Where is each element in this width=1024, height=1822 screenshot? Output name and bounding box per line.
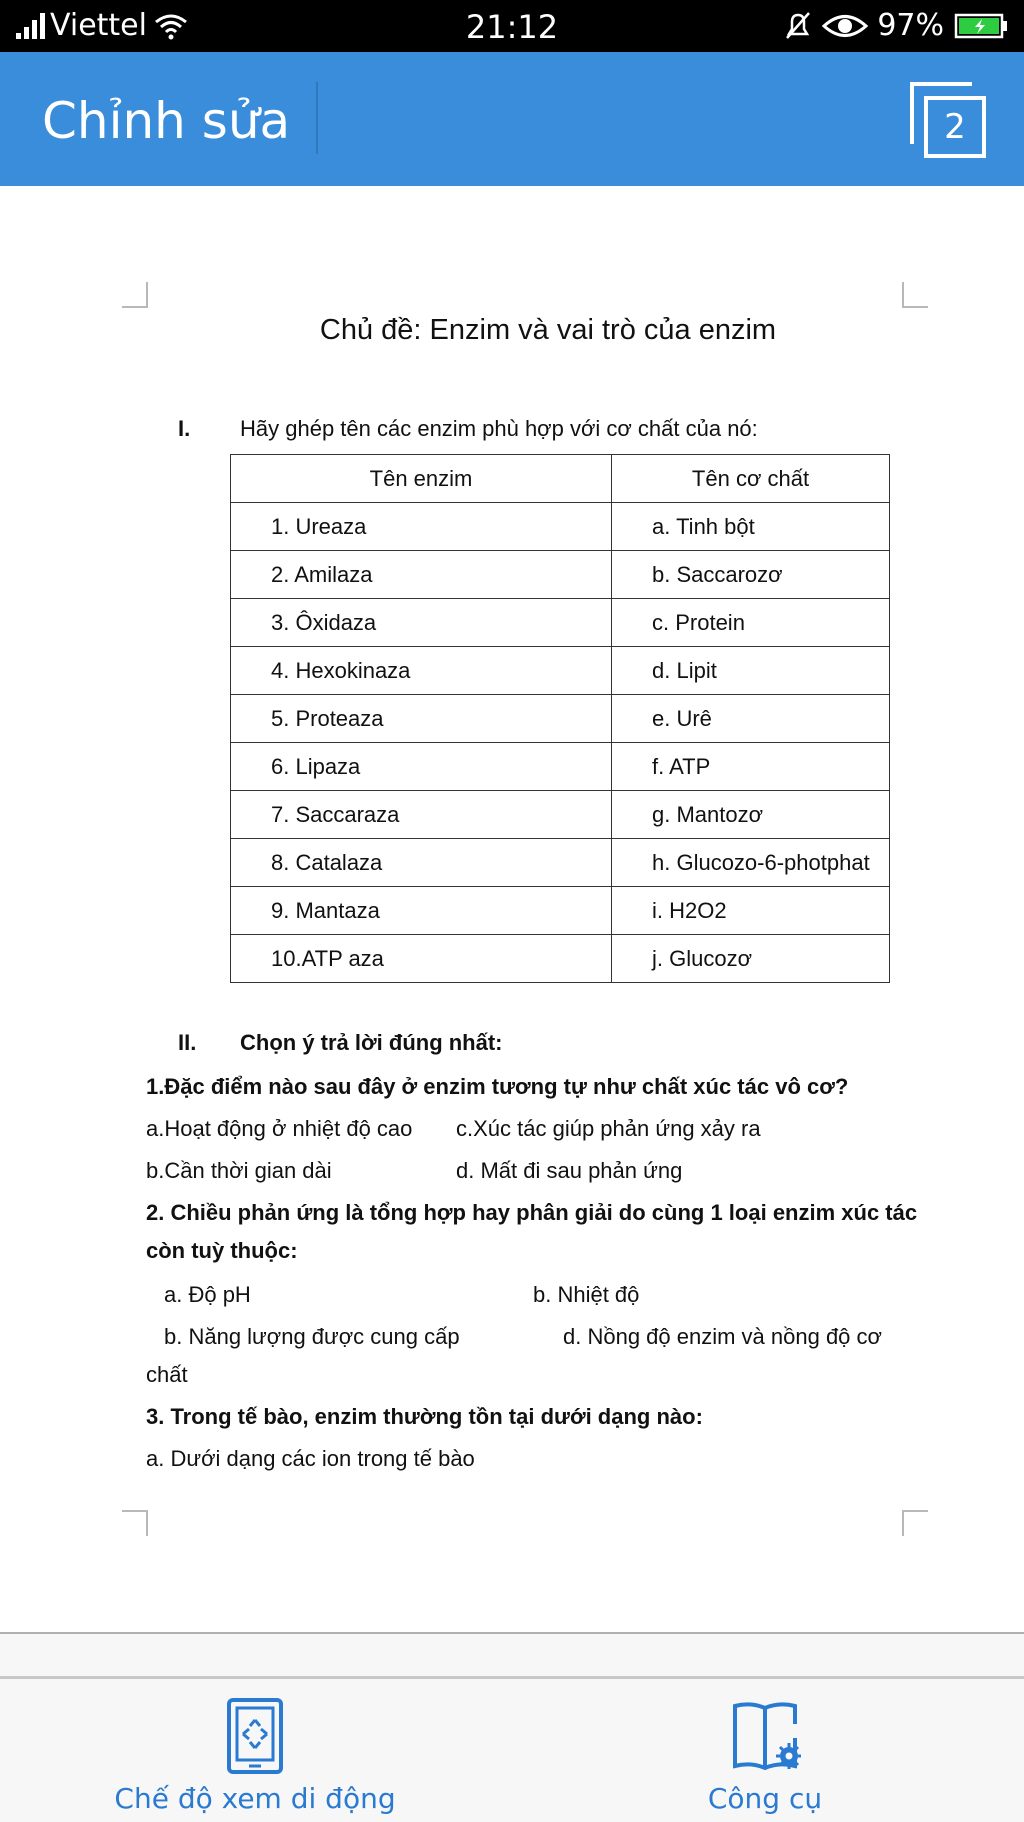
margin-corner: [122, 1510, 148, 1536]
substrate-cell: e. Urê: [612, 695, 890, 743]
app-bar: [0, 52, 1024, 186]
enzyme-cell: 6. Lipaza: [231, 743, 612, 791]
margin-corner: [122, 282, 148, 308]
mobile-view-label: Chế độ xem di động: [114, 1782, 396, 1815]
section-1-heading: [178, 416, 758, 442]
status-right: [783, 8, 1010, 43]
question-1: 1.Đặc điểm nào sau đây ở enzim tương tự như chất xúc tác vô cơ?: [146, 1074, 849, 1099]
battery-percent: 97%: [877, 8, 944, 43]
tab-count: 2: [924, 96, 986, 158]
substrate-cell: d. Lipit: [612, 647, 890, 695]
enzyme-cell: 2. Amilaza: [231, 551, 612, 599]
tools-button[interactable]: [690, 1698, 840, 1815]
answer-option: b. Nhiệt độ: [533, 1282, 640, 1307]
substrate-cell: b. Saccarozơ: [612, 551, 890, 599]
document-page[interactable]: [0, 186, 1024, 1632]
substrate-cell: g. Mantozơ: [612, 791, 890, 839]
answer-option: c.Xúc tác giúp phản ứng xảy ra: [456, 1116, 761, 1141]
substrate-cell: f. ATP: [612, 743, 890, 791]
page-title: Chỉnh sửa: [42, 92, 291, 150]
enzyme-cell: 1. Ureaza: [231, 503, 612, 551]
enzyme-cell: 7. Saccaraza: [231, 791, 612, 839]
question-2-cont: còn tuỳ thuộc:: [146, 1238, 298, 1263]
substrate-cell: c. Protein: [612, 599, 890, 647]
status-bar: [0, 0, 1024, 52]
section-text: Hãy ghép tên các enzim phù hợp với cơ chất của nó:: [240, 416, 758, 441]
table-row: [231, 839, 890, 887]
answer-option: d. Mất đi sau phản ứng: [456, 1158, 683, 1183]
column-header: Tên cơ chất: [612, 455, 890, 503]
battery-icon: [954, 11, 1010, 41]
table-row: [231, 791, 890, 839]
enzyme-cell: 4. Hexokinaza: [231, 647, 612, 695]
bottom-toolbar: [0, 1632, 1024, 1822]
matching-table: [230, 454, 890, 983]
answer-option: a. Dưới dạng các ion trong tế bào: [146, 1446, 475, 1471]
enzyme-cell: 8. Catalaza: [231, 839, 612, 887]
table-row: [231, 647, 890, 695]
clock: 21:12: [465, 8, 559, 46]
answer-option: b.Cần thời gian dài: [146, 1158, 332, 1183]
table-row: [231, 551, 890, 599]
tools-label: Công cụ: [707, 1782, 823, 1815]
table-row: [231, 887, 890, 935]
table-row: [231, 503, 890, 551]
enzyme-cell: 10.ATP aza: [231, 935, 612, 983]
margin-corner: [902, 1510, 928, 1536]
answer-option: a. Độ pH: [164, 1282, 251, 1307]
section-number: II.: [178, 1030, 197, 1055]
answer-option: d. Nồng độ enzim và nồng độ cơ: [563, 1324, 882, 1349]
divider: [316, 82, 318, 154]
eye-icon: [821, 11, 869, 41]
substrate-cell: a. Tinh bột: [612, 503, 890, 551]
table-row: [231, 599, 890, 647]
table-row: [231, 743, 890, 791]
margin-corner: [902, 282, 928, 308]
document-title: Chủ đề: Enzim và vai trò của enzim: [319, 314, 777, 346]
enzyme-cell: 3. Ôxidaza: [231, 599, 612, 647]
table-row: [231, 695, 890, 743]
substrate-cell: i. H2O2: [612, 887, 890, 935]
answer-option: b. Năng lượng được cung cấp: [164, 1324, 460, 1349]
substrate-cell: j. Glucozơ: [612, 935, 890, 983]
mobile-view-button[interactable]: [110, 1698, 400, 1815]
mobile-view-icon: [219, 1698, 291, 1774]
table-row: [231, 935, 890, 983]
section-2-heading: [178, 1030, 503, 1056]
book-gear-icon: [729, 1698, 801, 1774]
column-header: Tên enzim: [231, 455, 612, 503]
section-number: I.: [178, 416, 191, 441]
tabs-button[interactable]: [910, 82, 986, 158]
question-3: 3. Trong tế bào, enzim thường tồn tại dưới dạng nào:: [146, 1404, 703, 1429]
section-text: Chọn ý trả lời đúng nhất:: [240, 1030, 503, 1055]
enzyme-cell: 9. Mantaza: [231, 887, 612, 935]
enzyme-cell: 5. Proteaza: [231, 695, 612, 743]
question-2: 2. Chiều phản ứng là tổng hợp hay phân giải do cùng 1 loại enzim xúc tác: [146, 1200, 918, 1225]
table-header-row: [231, 455, 890, 503]
answer-option-cont: chất: [146, 1362, 188, 1387]
carrier-name: Viettel: [50, 8, 147, 43]
mute-bell-icon: [783, 10, 813, 42]
answer-option: a.Hoạt động ở nhiệt độ cao: [146, 1116, 413, 1141]
substrate-cell: h. Glucozo-6-photphat: [612, 839, 890, 887]
